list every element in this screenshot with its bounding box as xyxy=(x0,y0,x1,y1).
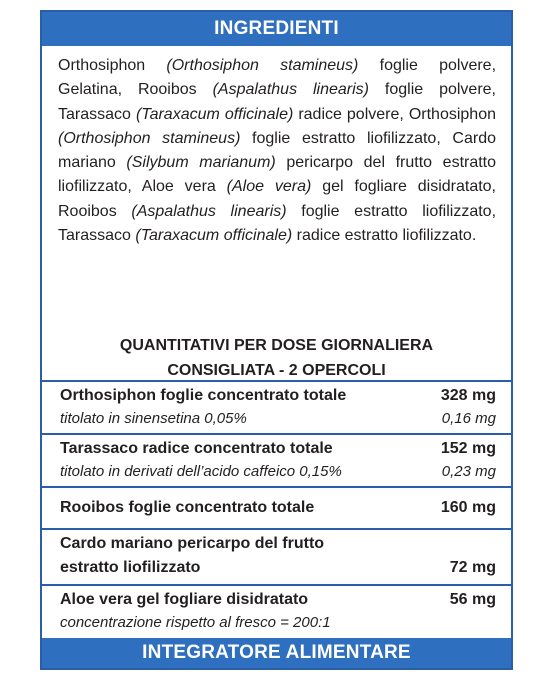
quantities-heading-line-1: QUANTITATIVI PER DOSE GIORNALIERA xyxy=(119,337,434,354)
row-sub-quantity: 0,16 mg xyxy=(441,410,496,427)
table-row-orthosiphon xyxy=(60,384,496,430)
table-row-rooibos xyxy=(60,496,496,520)
ingredients-label-panel xyxy=(40,10,513,670)
quantities-heading-line-2: CONSIGLIATA - 2 OPERCOLI xyxy=(167,362,386,379)
row-name-continued: estratto liofilizzato xyxy=(60,559,201,576)
ingredients-list xyxy=(58,54,496,248)
ingredient-botanical-name: (Aloe vera) xyxy=(226,178,312,196)
ingredient-botanical-name: (Silybum marianum) xyxy=(126,154,276,172)
row-sub-quantity: 0,23 mg xyxy=(441,463,496,480)
row-quantity: 160 mg xyxy=(440,499,496,516)
ingredient-text: foglie polvere, Gelatina, Rooibos xyxy=(58,57,497,99)
row-quantity: 152 mg xyxy=(440,440,496,457)
ingredient-text: pericarpo del frutto estratto liofilizzato, Aloe vera xyxy=(58,154,497,196)
table-row-tarassaco xyxy=(60,437,496,483)
row-subtitle: titolato in derivati dell’acido caffeico 0,15% xyxy=(60,463,342,480)
row-quantity: 328 mg xyxy=(440,387,496,404)
ingredient-text: gel fogliare disidratato, Rooibos xyxy=(58,178,497,220)
row-name: Cardo mariano pericarpo del frutto xyxy=(60,535,325,552)
ingredient-text: foglie estratto liofilizzato, Cardo mariano xyxy=(58,129,497,172)
row-quantity: 72 mg xyxy=(449,559,496,576)
table-divider xyxy=(42,584,511,586)
ingredient-text: radice polvere, Orthosiphon xyxy=(293,105,496,123)
row-name: Tarassaco radice concentrato totale xyxy=(60,440,333,457)
table-divider xyxy=(42,528,511,530)
ingredient-botanical-name: (Aspalathus linearis) xyxy=(131,202,287,220)
row-name: Aloe vera gel fogliare disidratato xyxy=(60,591,309,608)
table-divider xyxy=(42,433,511,435)
table-row-aloe-vera xyxy=(60,588,496,634)
footer-banner: INTEGRATORE ALIMENTARE xyxy=(42,638,511,668)
table-divider xyxy=(42,486,511,488)
row-name: Rooibos foglie concentrato totale xyxy=(60,499,315,516)
table-row-cardo-mariano xyxy=(60,532,496,580)
row-name: Orthosiphon foglie concentrato totale xyxy=(60,387,347,404)
ingredient-botanical-name: (Taraxacum officinale) xyxy=(135,227,293,245)
row-subtitle: titolato in sinensetina 0,05% xyxy=(60,410,247,427)
ingredient-botanical-name: (Aspalathus linearis) xyxy=(212,81,369,99)
row-subtitle: concentrazione rispetto al fresco = 200:1 xyxy=(60,614,331,631)
quantities-heading xyxy=(42,333,511,383)
ingredients-header: INGREDIENTI xyxy=(42,12,511,46)
ingredient-botanical-name: (Taraxacum officinale) xyxy=(135,105,294,123)
ingredient-text: Orthosiphon xyxy=(58,57,167,74)
row-quantity: 56 mg xyxy=(449,591,496,608)
ingredient-botanical-name: (Orthosiphon stamineus) xyxy=(58,129,241,147)
table-divider xyxy=(42,380,511,382)
ingredient-botanical-name: (Orthosiphon stamineus) xyxy=(166,57,359,74)
ingredient-text: radice estratto liofilizzato. xyxy=(292,227,477,245)
ingredient-text: foglie polvere, Tarassaco xyxy=(58,81,496,123)
ingredient-text: foglie estratto liofilizzato, Tarassaco xyxy=(58,202,497,245)
